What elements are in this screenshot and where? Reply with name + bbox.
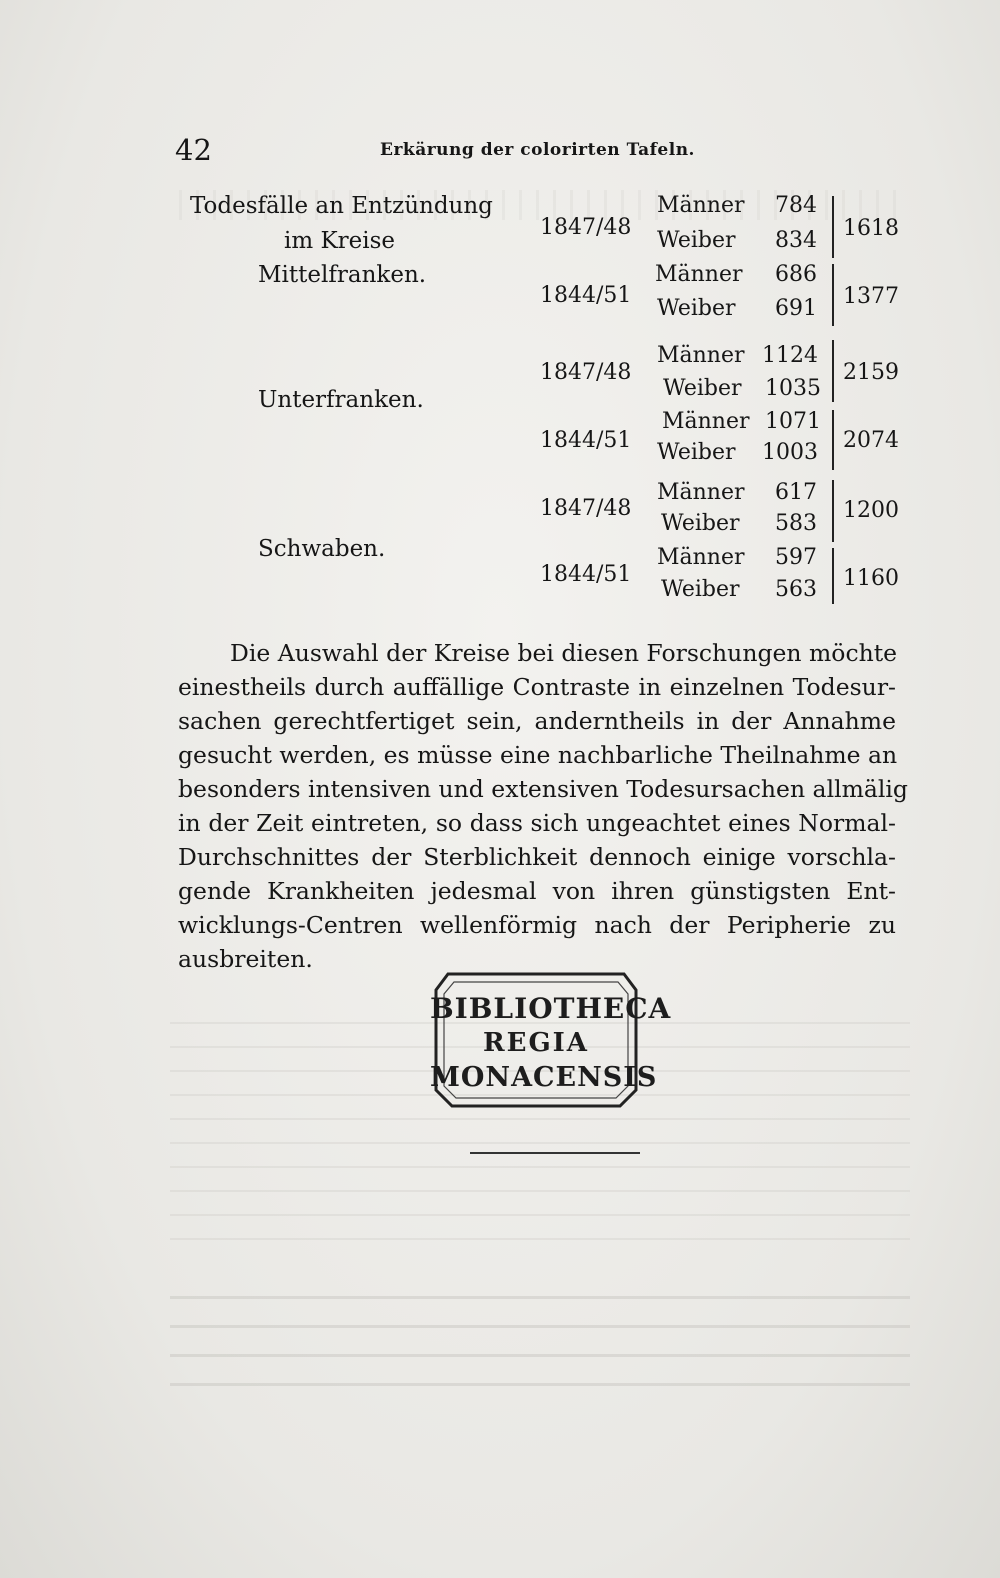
horizontal-rule	[470, 1152, 640, 1154]
total-count: 1377	[843, 284, 899, 309]
maenner-count: 597	[775, 545, 817, 570]
total-count: 2159	[843, 360, 899, 385]
running-title: Erkärung der colorirten Tafeln.	[380, 140, 695, 160]
year: 1844/51	[540, 283, 632, 308]
total-count: 1618	[843, 216, 899, 241]
text-line: gende Krankheiten jedesmal von ihren günstigsten Ent-	[178, 877, 896, 905]
maenner-label: Männer	[657, 343, 745, 368]
year: 1847/48	[540, 360, 632, 385]
maenner-count: 784	[775, 193, 817, 218]
stamp-line: REGIA	[483, 1028, 589, 1058]
brace	[832, 264, 842, 326]
text-line: sachen gerechtfertiget sein, anderntheils in der Annahme	[178, 707, 896, 735]
maenner-count: 617	[775, 480, 817, 505]
year: 1847/48	[540, 496, 632, 521]
page-header	[175, 133, 895, 173]
weiber-count: 583	[775, 511, 817, 536]
stamp-line: MONACENSIS	[430, 1062, 658, 1093]
weiber-label: Weiber	[657, 440, 736, 465]
weiber-label: Weiber	[657, 228, 736, 253]
maenner-label: Männer	[657, 193, 745, 218]
region-name: Mittelfranken.	[258, 262, 427, 288]
brace	[832, 548, 842, 604]
text-line: besonders intensiven und extensiven Todesursachen allmälig	[178, 775, 908, 803]
stamp-line: BIBLIOTHECA	[430, 992, 672, 1025]
weiber-count: 1035	[765, 376, 821, 401]
year: 1844/51	[540, 562, 632, 587]
total-count: 2074	[843, 428, 899, 453]
body-paragraph	[178, 636, 908, 976]
maenner-label: Männer	[655, 262, 743, 287]
table-title: Todesfälle an Entzündung	[190, 193, 493, 219]
maenner-count: 1071	[765, 409, 821, 434]
text-line: Durchschnittes der Sterblichkeit dennoch einige vorschla-	[178, 843, 896, 871]
maenner-label: Männer	[657, 480, 745, 505]
text-line: Die Auswahl der Kreise bei diesen Forschungen möchte	[230, 639, 898, 667]
text-line: ausbreiten.	[178, 945, 313, 973]
text-line: einestheils durch auffällige Contraste in einzelnen Todesur-	[178, 673, 896, 701]
brace	[832, 480, 842, 542]
page-number: 42	[175, 133, 212, 167]
weiber-label: Weiber	[661, 511, 740, 536]
weiber-label: Weiber	[663, 376, 742, 401]
maenner-label: Männer	[662, 409, 750, 434]
brace	[832, 196, 842, 258]
year: 1847/48	[540, 215, 632, 240]
text-line: in der Zeit eintreten, so dass sich ungeachtet eines Normal-	[178, 809, 896, 837]
region-name: Unterfranken.	[258, 387, 424, 413]
weiber-count: 691	[775, 296, 817, 321]
total-count: 1200	[843, 498, 899, 523]
maenner-count: 1124	[762, 343, 818, 368]
weiber-label: Weiber	[661, 577, 740, 602]
text-line: gesucht werden, es müsse eine nachbarliche Theilnahme an	[178, 741, 898, 769]
table-subtitle: im Kreise	[284, 228, 396, 254]
bleed-through	[170, 1270, 910, 1390]
weiber-count: 1003	[762, 440, 818, 465]
total-count: 1160	[843, 566, 899, 591]
year: 1844/51	[540, 428, 632, 453]
weiber-label: Weiber	[657, 296, 736, 321]
maenner-label: Männer	[657, 545, 745, 570]
library-stamp	[430, 968, 672, 1110]
brace	[832, 340, 842, 402]
text-line: wicklungs-Centren wellenförmig nach der Peripherie zu	[178, 911, 896, 939]
weiber-count: 563	[775, 577, 817, 602]
brace	[832, 410, 842, 470]
region-name: Schwaben.	[258, 536, 386, 562]
weiber-count: 834	[775, 228, 817, 253]
maenner-count: 686	[775, 262, 817, 287]
